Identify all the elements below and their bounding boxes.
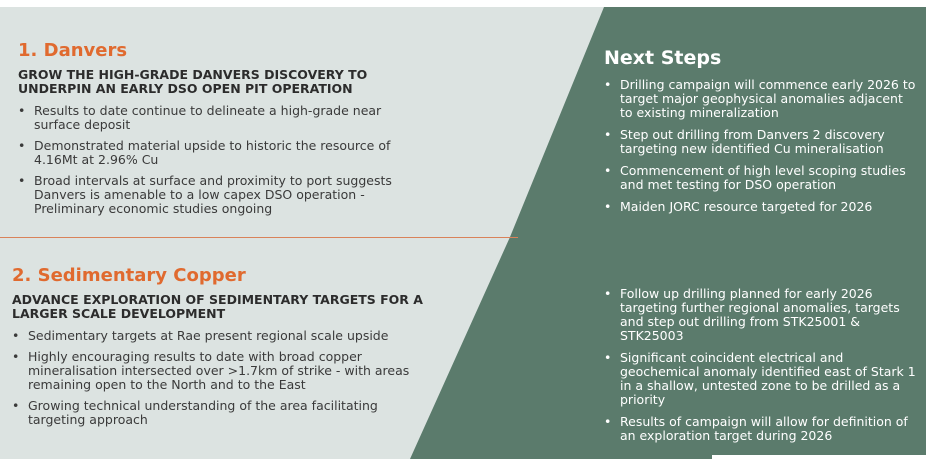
sedimentary-bullet-list — [12, 329, 432, 427]
next-steps-sedimentary-list — [604, 287, 916, 443]
next-steps-danvers-list — [604, 78, 916, 214]
list-item: • Results to date continue to delineate a high-grade near surface deposit — [18, 104, 418, 132]
list-item: • Commencement of high level scoping studies and met testing for DSO operation — [604, 164, 916, 192]
list-item: • Growing technical understanding of the area facilitating targeting approach — [12, 399, 432, 427]
sedimentary-section — [12, 265, 432, 434]
danvers-section — [18, 40, 418, 223]
danvers-heading: 1. Danvers — [18, 40, 128, 61]
bottom-bar — [712, 455, 926, 459]
next-steps-danvers — [604, 46, 916, 222]
list-item: • Significant coincident electrical and geochemical anomaly identified east of Stark 1 in a shallow, untested zone to be drilled as a priority — [604, 351, 916, 407]
sedimentary-subheading: ADVANCE EXPLORATION OF SEDIMENTARY TARGETS FOR A LARGER SCALE DEVELOPMENT — [12, 292, 423, 321]
list-item: • Drilling campaign will commence early 2026 to target major geophysical anomalies adjacent to existing mineralization — [604, 78, 916, 120]
sedimentary-heading: 2. Sedimentary Copper — [12, 265, 246, 286]
list-item: • Follow up drilling planned for early 2026 targeting further regional anomalies, targets and step out drilling from STK25001 & STK25003 — [604, 287, 916, 343]
danvers-bullet-list — [18, 104, 418, 216]
list-item: • Sedimentary targets at Rae present regional scale upside — [12, 329, 432, 343]
next-steps-title: Next Steps — [604, 47, 722, 69]
next-steps-sedimentary — [604, 287, 916, 451]
top-bar — [0, 0, 926, 7]
danvers-subheading: GROW THE HIGH-GRADE DANVERS DISCOVERY TO UNDERPIN AN EARLY DSO OPEN PIT OPERATION — [18, 67, 368, 96]
list-item: • Highly encouraging results to date with broad copper mineralisation intersected over >1.7km of strike - with areas remaining open to the North and to the East — [12, 350, 432, 392]
list-item: • Results of campaign will allow for definition of an exploration target during 2026 — [604, 415, 916, 443]
list-item: • Broad intervals at surface and proximity to port suggests Danvers is amenable to a low capex DSO operation - Preliminary economic studies ongoing — [18, 174, 418, 216]
list-item: • Maiden JORC resource targeted for 2026 — [604, 200, 916, 214]
list-item: • Step out drilling from Danvers 2 discovery targeting new identified Cu mineralisation — [604, 128, 916, 156]
list-item: • Demonstrated material upside to historic the resource of 4.16Mt at 2.96% Cu — [18, 139, 418, 167]
section-divider — [0, 237, 518, 238]
